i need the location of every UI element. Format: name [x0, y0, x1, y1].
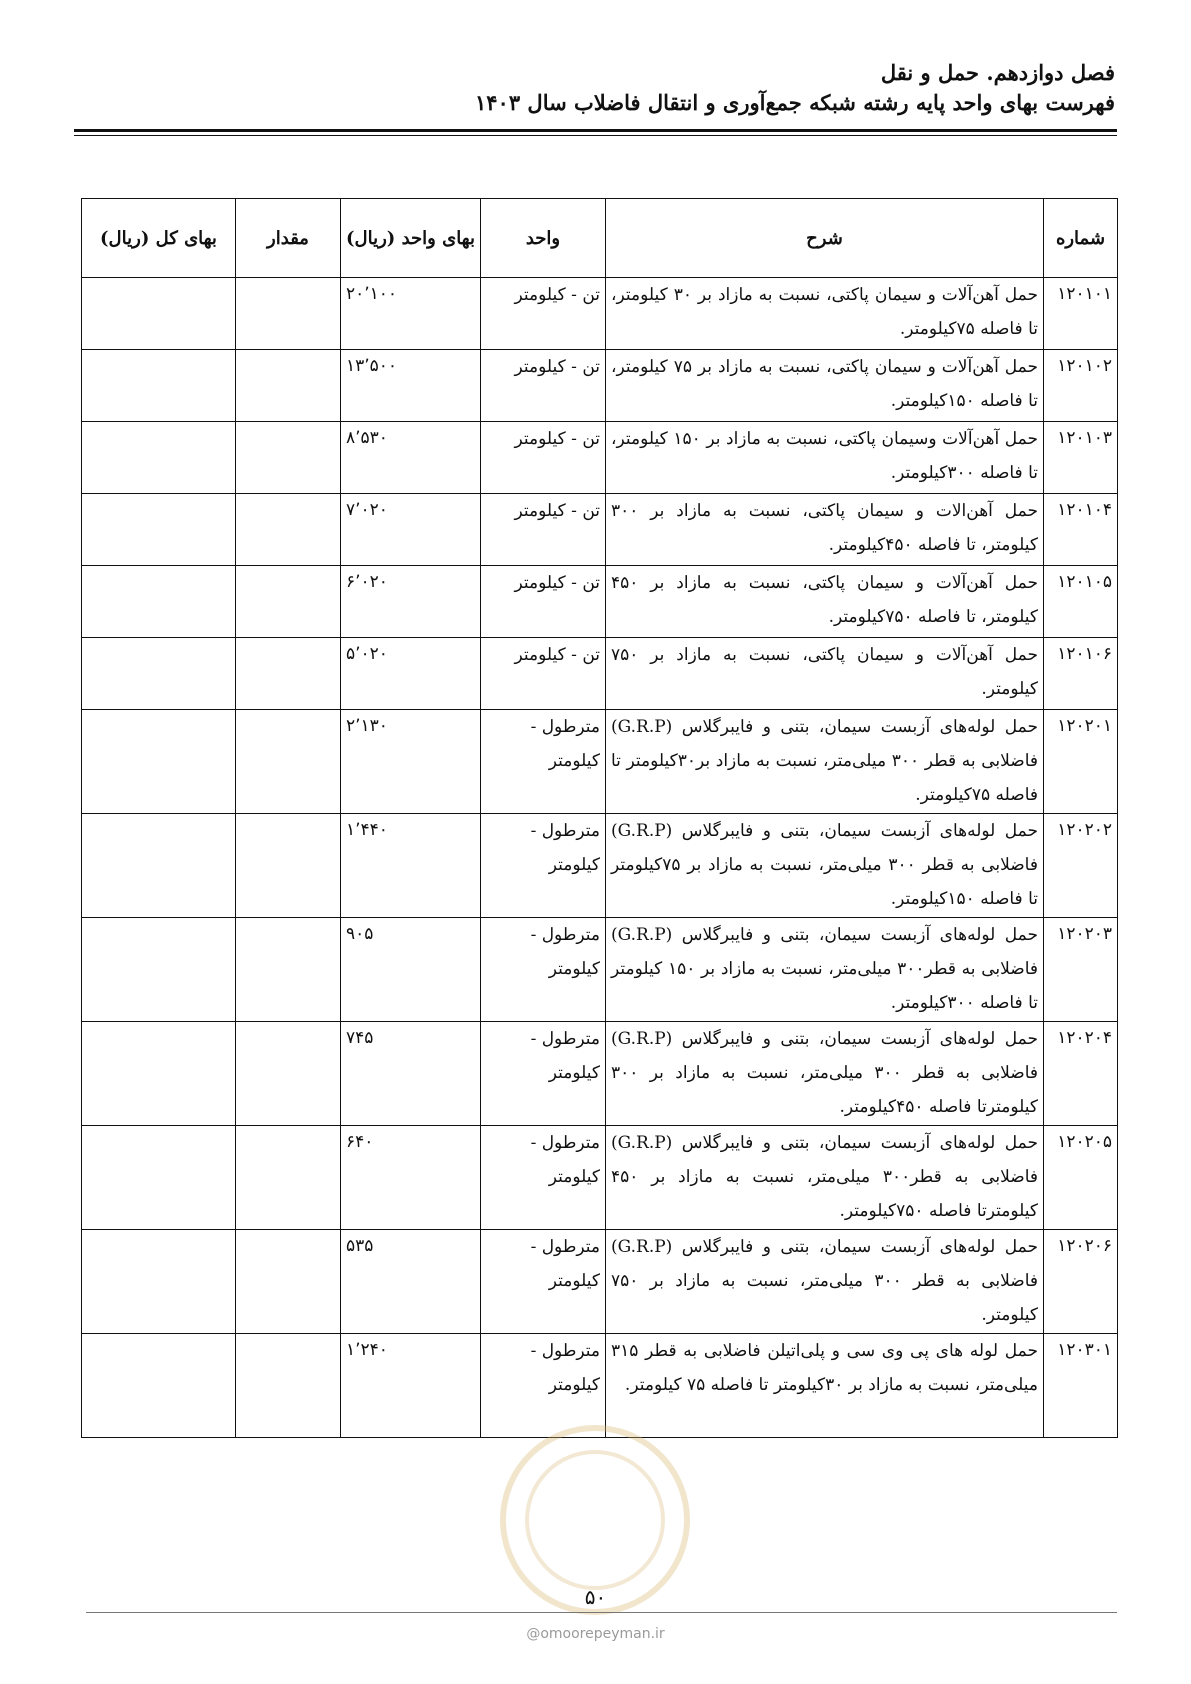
document-title: فهرست بهای واحد پایه رشته شبکه جمع‌آوری و انتقال فاضلاب سال ۱۴۰۳ — [475, 90, 1115, 115]
item-unit-price: ۵٬۰۲۰ — [341, 638, 481, 710]
item-total-price — [82, 1022, 236, 1126]
item-description: حمل لوله‌های آزبست سیمان، بتنی و فایبرگلاس (G.R.P) فاضلابی به قطر ۳۰۰ میلی‌متر، نسبت به مازاد بر ۷۵۰ کیلومتر. — [606, 1230, 1044, 1334]
item-quantity — [236, 1022, 341, 1126]
table-row — [82, 350, 1118, 422]
item-quantity — [236, 494, 341, 566]
item-unit: تن - کیلومتر — [481, 566, 606, 638]
item-total-price — [82, 814, 236, 918]
table-row — [82, 814, 1118, 918]
page-number: ۵۰ — [584, 1585, 607, 1609]
item-quantity — [236, 422, 341, 494]
item-description: حمل لوله‌های آزبست سیمان، بتنی و فایبرگلاس (G.R.P) فاضلابی به قطر ۳۰۰ میلی‌متر، نسبت به مازاد بر ۳۰۰ کیلومترتا فاصله ۴۵۰کیلومتر. — [606, 1022, 1044, 1126]
item-quantity — [236, 1334, 341, 1438]
table-row — [82, 494, 1118, 566]
header-unit: واحد — [481, 199, 606, 278]
item-unit-price: ۷٬۰۲۰ — [341, 494, 481, 566]
item-description: حمل آهن‌آلات و سیمان پاکتی، نسبت به مازاد بر ۷۵ کیلومتر، تا فاصله ۱۵۰کیلومتر. — [606, 350, 1044, 422]
table-row — [82, 422, 1118, 494]
item-quantity — [236, 638, 341, 710]
item-total-price — [82, 1334, 236, 1438]
item-code: ۱۲۰۲۰۵ — [1044, 1126, 1118, 1230]
item-code: ۱۲۰۲۰۶ — [1044, 1230, 1118, 1334]
item-unit: مترطول - کیلومتر — [481, 1126, 606, 1230]
header-total-price: بهای کل (ریال) — [82, 199, 236, 278]
item-quantity — [236, 918, 341, 1022]
item-unit-price: ۸٬۵۳۰ — [341, 422, 481, 494]
item-unit-price: ۲٬۱۳۰ — [341, 710, 481, 814]
item-total-price — [82, 1230, 236, 1334]
item-description: حمل آهن‌آلات و سیمان پاکتی، نسبت به مازاد بر ۳۰ کیلومتر، تا فاصله ۷۵کیلومتر. — [606, 278, 1044, 350]
item-code: ۱۲۰۱۰۲ — [1044, 350, 1118, 422]
item-description: حمل لوله‌های آزبست سیمان، بتنی و فایبرگلاس (G.R.P) فاضلابی به قطر۳۰۰ میلی‌متر، نسبت به مازاد بر ۱۵۰ کیلومتر تا فاصله ۳۰۰کیلومتر. — [606, 918, 1044, 1022]
item-unit-price: ۱٬۴۴۰ — [341, 814, 481, 918]
item-unit: تن - کیلومتر — [481, 350, 606, 422]
table-row — [82, 278, 1118, 350]
table-header-row — [82, 199, 1118, 278]
item-quantity — [236, 350, 341, 422]
seal-watermark-inner — [525, 1450, 665, 1590]
item-quantity — [236, 710, 341, 814]
item-unit: مترطول - کیلومتر — [481, 1334, 606, 1438]
item-code: ۱۲۰۲۰۴ — [1044, 1022, 1118, 1126]
item-unit-price: ۷۴۵ — [341, 1022, 481, 1126]
item-unit-price: ۲۰٬۱۰۰ — [341, 278, 481, 350]
item-code: ۱۲۰۱۰۳ — [1044, 422, 1118, 494]
item-total-price — [82, 422, 236, 494]
table-row — [82, 918, 1118, 1022]
page-header — [75, 58, 1115, 118]
item-total-price — [82, 638, 236, 710]
footer-rule — [86, 1612, 1117, 1613]
item-total-price — [82, 350, 236, 422]
item-description: حمل آهن‌آلات وسیمان پاکتی، نسبت به مازاد بر ۱۵۰ کیلومتر، تا فاصله ۳۰۰کیلومتر. — [606, 422, 1044, 494]
item-unit-price: ۵۳۵ — [341, 1230, 481, 1334]
item-description: حمل آهن‌آلات و سیمان پاکتی، نسبت به مازاد بر ۷۵۰ کیلومتر. — [606, 638, 1044, 710]
item-description: حمل آهن‌آلات و سیمان پاکتی، نسبت به مازاد بر ۴۵۰ کیلومتر، تا فاصله ۷۵۰کیلومتر. — [606, 566, 1044, 638]
item-unit: تن - کیلومتر — [481, 494, 606, 566]
item-total-price — [82, 566, 236, 638]
header-rule-thick — [74, 129, 1117, 132]
item-code: ۱۲۰۳۰۱ — [1044, 1334, 1118, 1438]
item-code: ۱۲۰۱۰۵ — [1044, 566, 1118, 638]
item-unit-price: ۱٬۲۴۰ — [341, 1334, 481, 1438]
item-total-price — [82, 494, 236, 566]
item-total-price — [82, 1126, 236, 1230]
item-code: ۱۲۰۲۰۳ — [1044, 918, 1118, 1022]
chapter-title: فصل دوازدهم. حمل و نقل — [880, 60, 1115, 85]
item-unit: تن - کیلومتر — [481, 422, 606, 494]
table-row — [82, 1022, 1118, 1126]
item-code: ۱۲۰۲۰۲ — [1044, 814, 1118, 918]
item-description: حمل لوله‌های آزبست سیمان، بتنی و فایبرگلاس (G.R.P) فاضلابی به قطر۳۰۰ میلی‌متر، نسبت به مازاد بر ۴۵۰ کیلومترتا فاصله ۷۵۰کیلومتر. — [606, 1126, 1044, 1230]
item-total-price — [82, 918, 236, 1022]
item-unit: مترطول - کیلومتر — [481, 1022, 606, 1126]
item-code: ۱۲۰۱۰۶ — [1044, 638, 1118, 710]
item-description: حمل لوله‌های آزبست سیمان، بتنی و فایبرگلاس (G.R.P) فاضلابی به قطر ۳۰۰ میلی‌متر، نسبت به مازاد بر ۷۵کیلومتر تا فاصله ۱۵۰کیلومتر. — [606, 814, 1044, 918]
item-quantity — [236, 1126, 341, 1230]
item-unit: مترطول - کیلومتر — [481, 814, 606, 918]
item-unit: مترطول - کیلومتر — [481, 918, 606, 1022]
item-quantity — [236, 1230, 341, 1334]
header-unit-price: بهای واحد (ریال) — [341, 199, 481, 278]
item-code: ۱۲۰۱۰۱ — [1044, 278, 1118, 350]
table-row — [82, 1230, 1118, 1334]
item-unit-price: ۶٬۰۲۰ — [341, 566, 481, 638]
item-unit-price: ۱۳٬۵۰۰ — [341, 350, 481, 422]
header-rule-thin — [74, 135, 1117, 136]
header-quantity: مقدار — [236, 199, 341, 278]
item-unit: مترطول - کیلومتر — [481, 710, 606, 814]
item-total-price — [82, 710, 236, 814]
item-quantity — [236, 814, 341, 918]
item-unit-price: ۶۴۰ — [341, 1126, 481, 1230]
footer-site: @omoorepeyman.ir — [526, 1626, 665, 1642]
item-total-price — [82, 278, 236, 350]
item-unit: تن - کیلومتر — [481, 638, 606, 710]
table-row — [82, 710, 1118, 814]
item-description: حمل آهن‌الات و سیمان پاکتی، نسبت به مازاد بر ۳۰۰ کیلومتر، تا فاصله ۴۵۰کیلومتر. — [606, 494, 1044, 566]
header-description: شرح — [606, 199, 1044, 278]
table-row — [82, 638, 1118, 710]
table-row — [82, 566, 1118, 638]
item-unit: مترطول - کیلومتر — [481, 1230, 606, 1334]
header-code: شماره — [1044, 199, 1118, 278]
item-quantity — [236, 566, 341, 638]
item-unit-price: ۹۰۵ — [341, 918, 481, 1022]
item-description: حمل لوله های پی وی سی و پلی‌اتیلن فاضلابی به قطر ۳۱۵ میلی‌متر، نسبت به مازاد بر ۳۰کیلومتر تا فاصله ۷۵ کیلومتر. — [606, 1334, 1044, 1438]
table-row — [82, 1334, 1118, 1438]
item-quantity — [236, 278, 341, 350]
table-row — [82, 1126, 1118, 1230]
item-code: ۱۲۰۲۰۱ — [1044, 710, 1118, 814]
price-list-table — [81, 198, 1118, 1438]
item-code: ۱۲۰۱۰۴ — [1044, 494, 1118, 566]
item-unit: تن - کیلومتر — [481, 278, 606, 350]
item-description: حمل لوله‌های آزبست سیمان، بتنی و فایبرگلاس (G.R.P) فاضلابی به قطر ۳۰۰ میلی‌متر، نسبت به مازاد بر۳۰کیلومتر تا فاصله ۷۵کیلومتر. — [606, 710, 1044, 814]
